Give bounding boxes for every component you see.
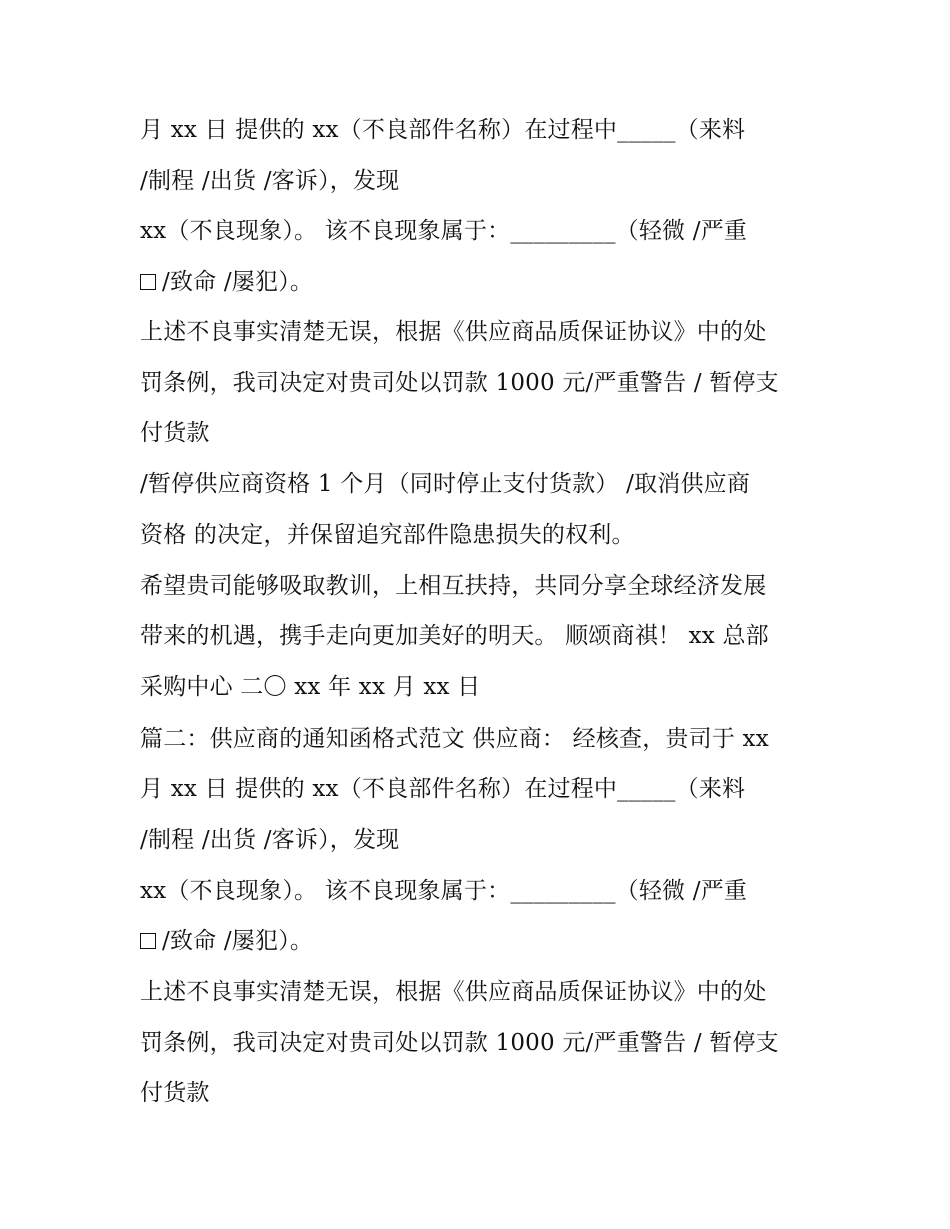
text-line: 资格 的决定，并保留追究部件隐患损失的权利。 xyxy=(140,522,635,548)
text-line: 希望贵司能够吸取教训，上相互扶持，共同分享全球经济发展 xyxy=(140,573,767,599)
checkbox-icon xyxy=(140,274,156,290)
text-line: 篇二：供应商的通知函格式范文 供应商： 经核查，贵司于 xx xyxy=(140,726,769,752)
text-line: 罚条例，我司决定对贵司处以罚款 1000 元/严重警告 / 暂停支 xyxy=(140,370,779,396)
text-line: /致命 /屡犯）。 xyxy=(162,269,314,295)
text-line: 付货款 xyxy=(140,420,210,446)
text-line-with-checkbox xyxy=(140,926,840,956)
text-line: 付货款 xyxy=(140,1080,210,1106)
text-line: 上述不良事实清楚无误，根据《供应商品质保证协议》中的处 xyxy=(140,319,767,345)
text-line: 采购中心 二〇 xx 年 xx 月 xx 日 xyxy=(140,674,481,700)
text-line: /致命 /屡犯）。 xyxy=(162,928,314,954)
checkbox-icon xyxy=(140,933,156,949)
text-line: 月 xx 日 提供的 xx（不良部件名称）在过程中_____（来料 xyxy=(140,117,746,143)
text-line: xx（不良现象）。 该不良现象属于：_________（轻微 /严重 xyxy=(140,218,748,244)
text-line-with-checkbox xyxy=(140,267,840,297)
text-line: /制程 /出货 /客诉），发现 xyxy=(140,827,400,853)
text-line: xx（不良现象）。 该不良现象属于：_________（轻微 /严重 xyxy=(140,878,748,904)
text-line: /暂停供应商资格 1 个月（同时停止支付货款） /取消供应商 xyxy=(140,471,751,497)
text-line: /制程 /出货 /客诉），发现 xyxy=(140,168,400,194)
text-line: 上述不良事实清楚无误，根据《供应商品质保证协议》中的处 xyxy=(140,979,767,1005)
text-line: 罚条例，我司决定对贵司处以罚款 1000 元/严重警告 / 暂停支 xyxy=(140,1030,779,1056)
text-line: 带来的机遇，携手走向更加美好的明天。 顺颂商祺！ xx 总部 xyxy=(140,623,769,649)
text-line: 月 xx 日 提供的 xx（不良部件名称）在过程中_____（来料 xyxy=(140,776,746,802)
